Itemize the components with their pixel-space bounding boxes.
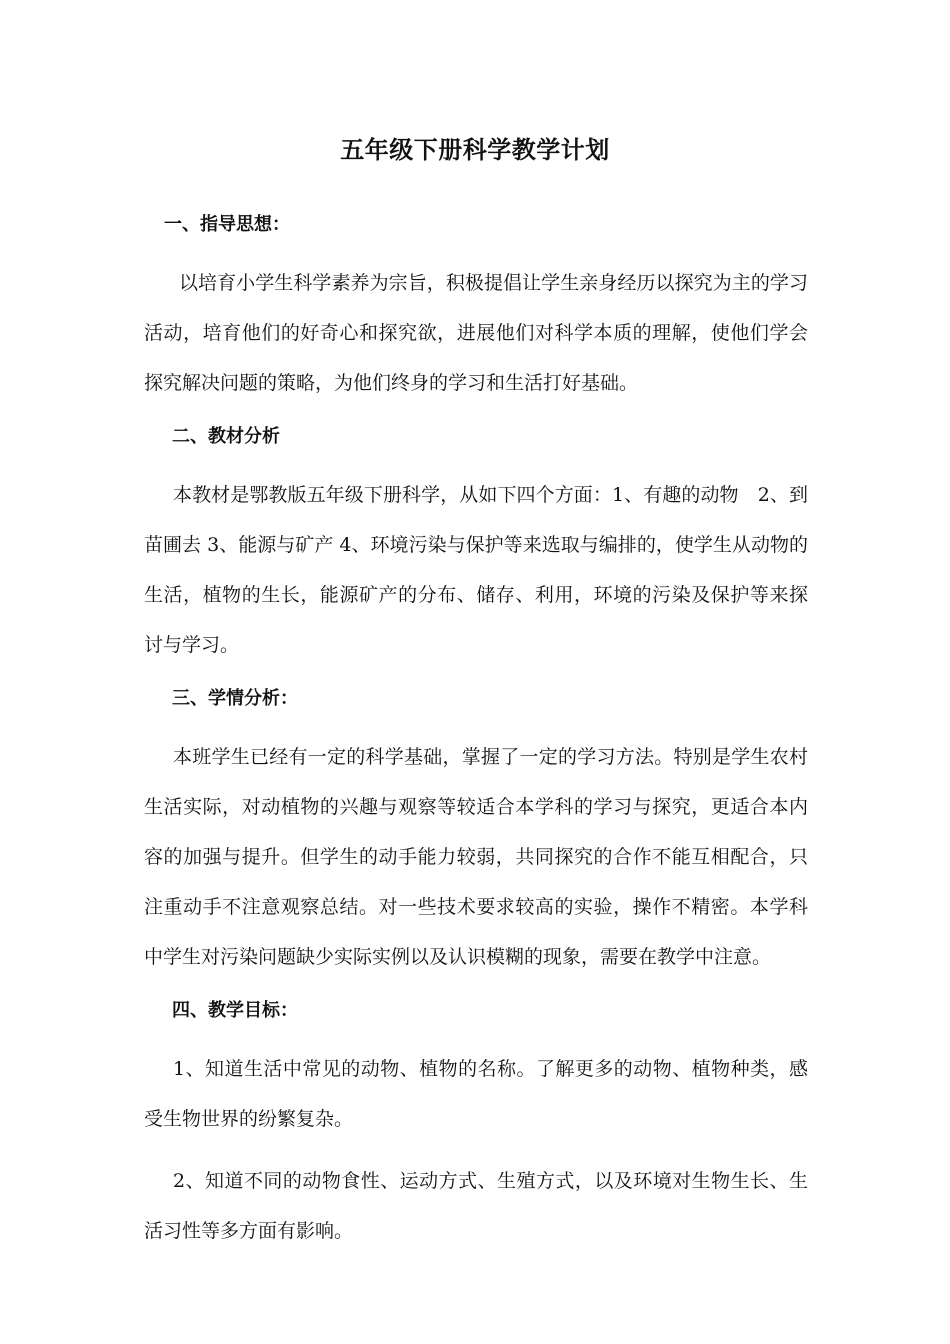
section-paragraph: 以培育小学生科学素养为宗旨，积极提倡让学生亲身经历以探究为主的学习活动，培育他们的好奇心和探究欲，进展他们对科学本质的理解，使他们学会探究解决问题的策略，为他们终身的学习和生活打好基础。: [144, 272, 808, 394]
document-title: 五年级下册科学教学计划: [340, 136, 610, 164]
section-spacer: [144, 982, 808, 994]
section-spacer: [144, 408, 808, 420]
section-paragraph: 2、知道不同的动物食性、运动方式、生殖方式，以及环境对生物生长、生活习性等多方面有影响。: [144, 1170, 808, 1242]
section-heading-teaching-goals: 四、教学目标：: [172, 1000, 298, 1021]
section-paragraph: 本教材是鄂教版五年级下册科学，从如下四个方面：1、有趣的动物 2、到苗圃去 3、能源与矿产 4、环境污染与保护等来选取与编排的，使学生从动物的生活，植物的生长，能源矿产的分布、储存、利用，环境的污染及保护等来探讨与学习。: [144, 484, 808, 656]
section-heading-student-analysis: 三、学情分析：: [172, 688, 298, 709]
section-spacer: [144, 670, 808, 682]
section-heading-guiding-ideology: 一、指导思想：: [164, 214, 290, 235]
section-paragraph: 本班学生已经有一定的科学基础，掌握了一定的学习方法。特别是学生农村生活实际，对动植物的兴趣与观察等较适合本学科的学习与探究，更适合本内容的加强与提升。但学生的动手能力较弱，共同探究的合作不能互相配合，只注重动手不注意观察总结。对一些技术要求较高的实验，操作不精密。本学科中学生对污染问题缺少实际实例以及认识模糊的现象，需要在教学中注意。: [144, 746, 808, 968]
section-paragraph: 1、知道生活中常见的动物、植物的名称。了解更多的动物、植物种类，感受生物世界的纷繁复杂。: [144, 1058, 808, 1130]
section-heading-textbook-analysis: 二、教材分析: [172, 426, 280, 447]
section-spacer: [144, 1144, 808, 1156]
document-body: [144, 208, 808, 1256]
